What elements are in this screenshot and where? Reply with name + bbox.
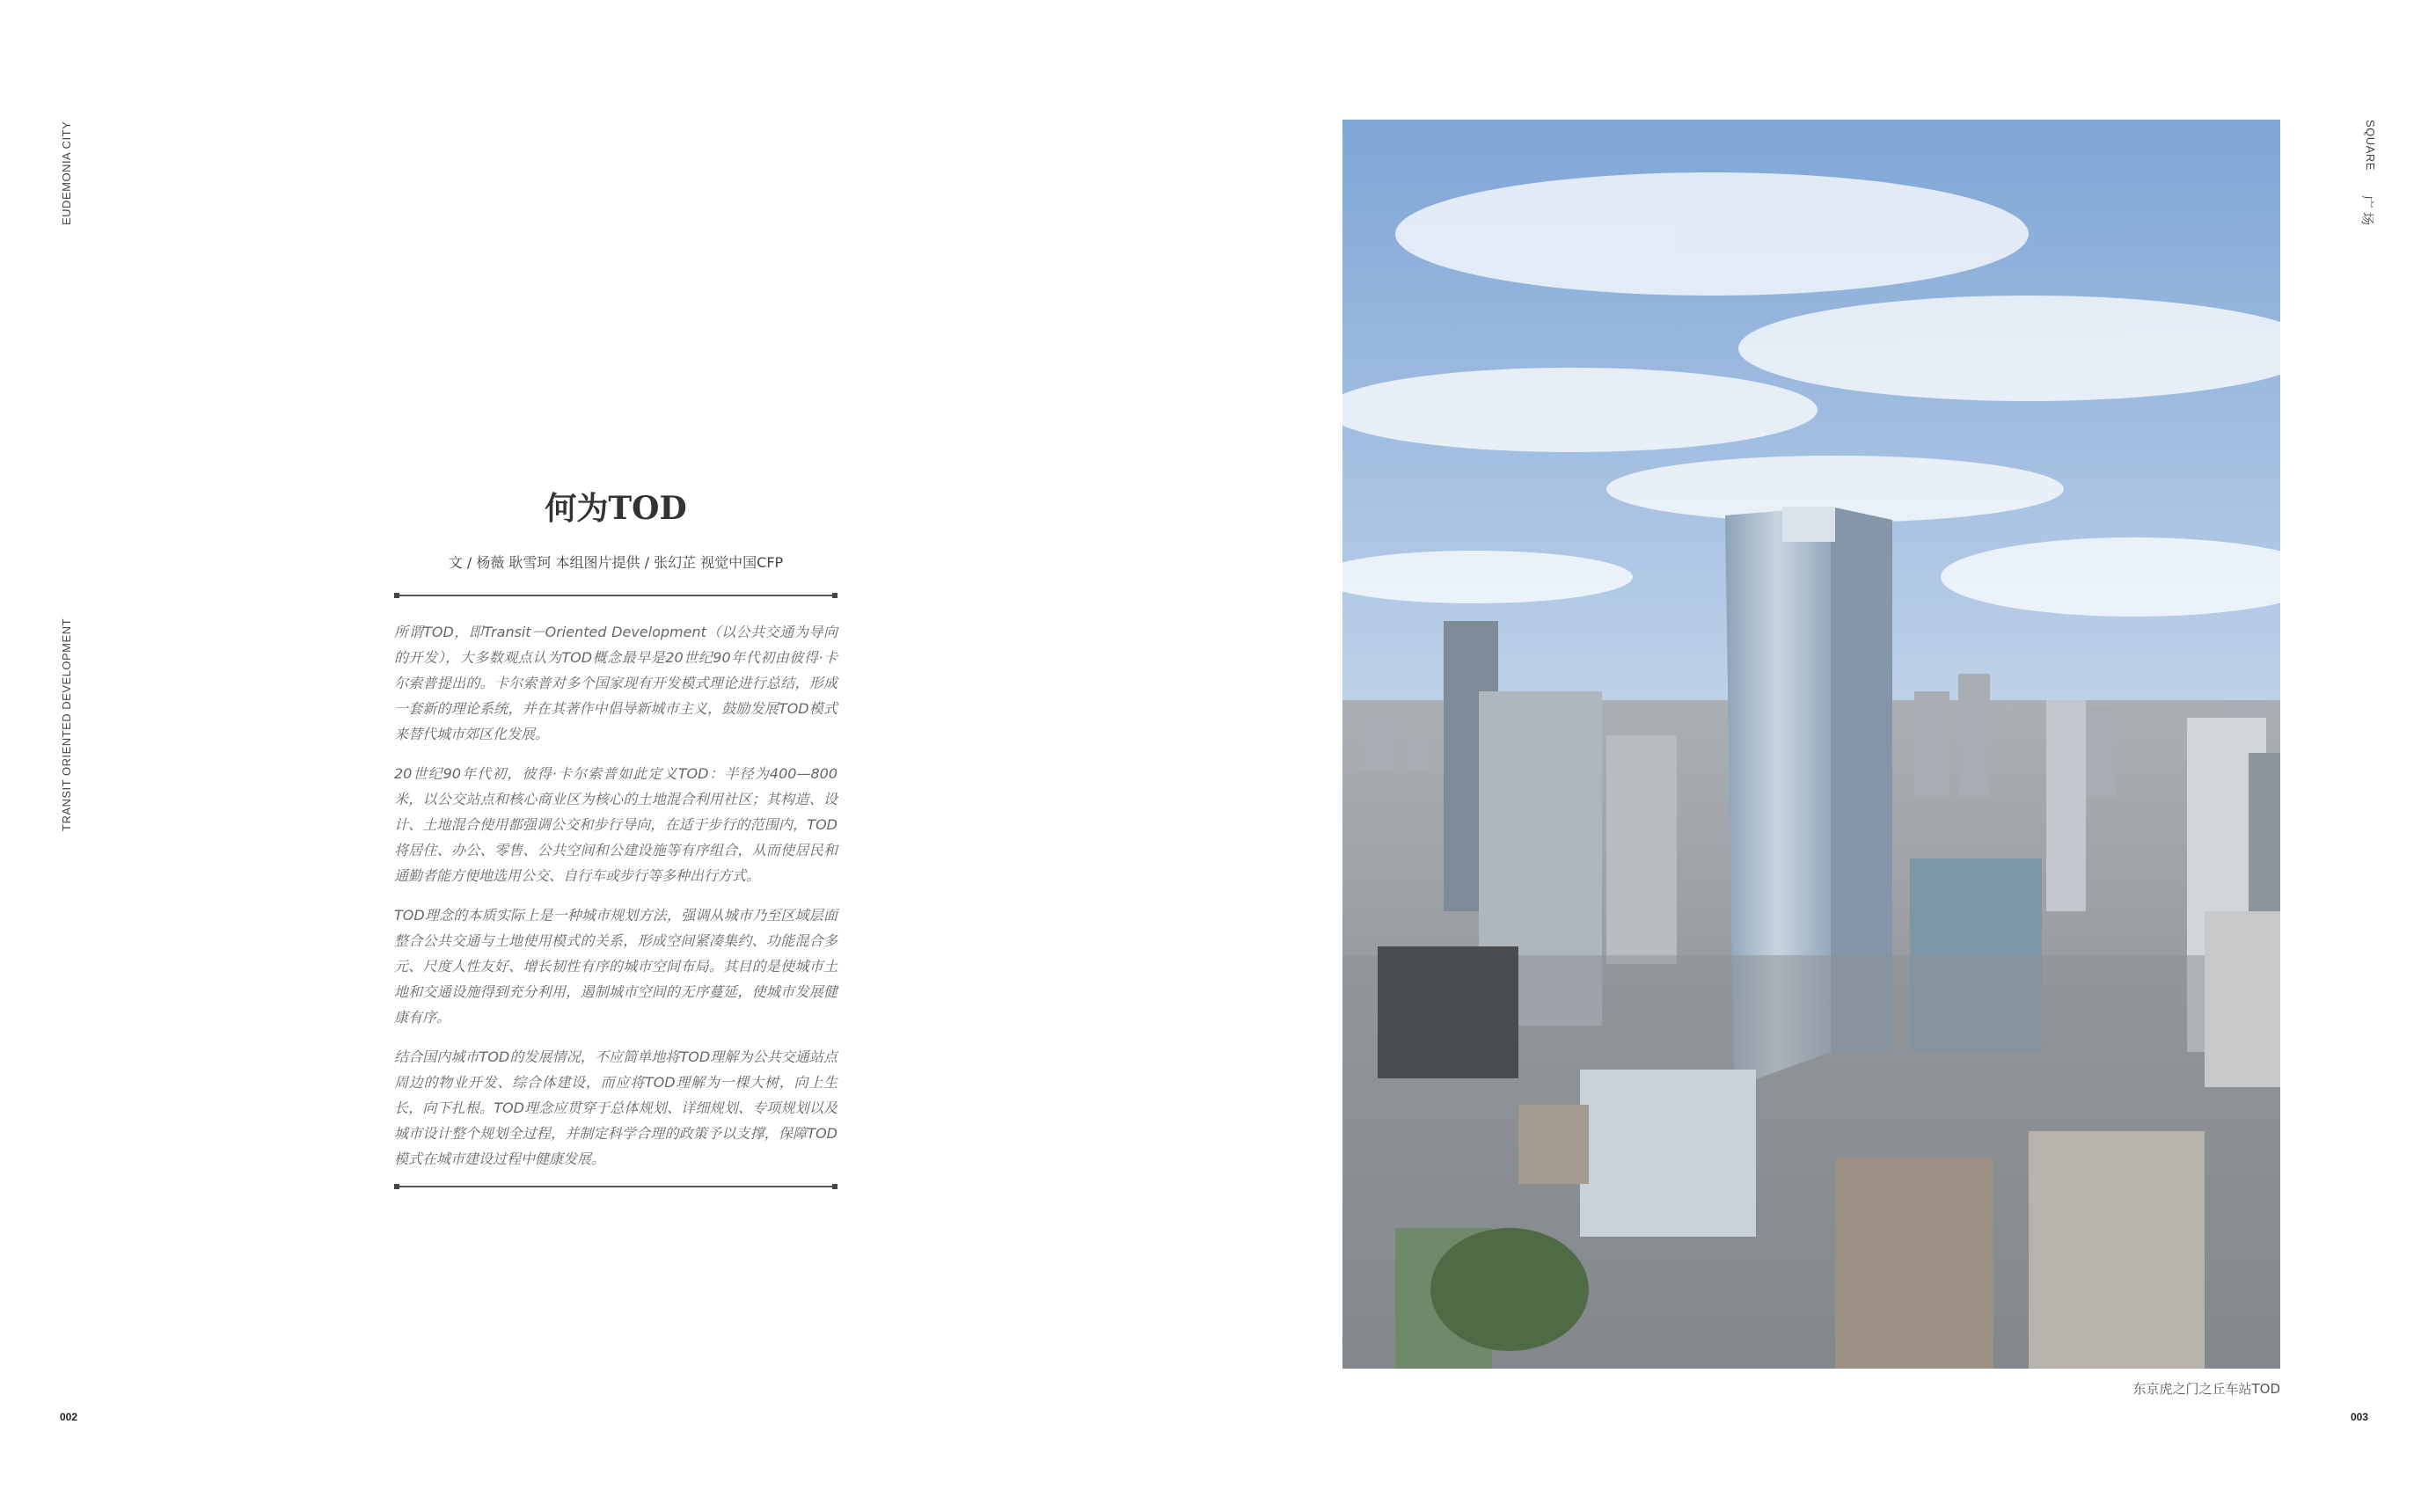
paragraph: 所谓TOD，即Transit－Oriented Development（以公共交通为导向的开发），大多数观点认为TOD概念最早是20世纪90年代初由彼得·卡尔索普提出的。卡尔索普对多个国家现有开发模式理论进行总结，形成一套新的理论系统，并在其著作中倡导新城市主义，鼓励发展TOD模式来替代城市郊区化发展。 (394, 624, 837, 742)
page-number-right: 003 (2351, 1411, 2369, 1423)
top-rule (394, 595, 837, 596)
running-head-left-top: EUDEMONIA CITY (60, 121, 73, 225)
running-head-left-section: TRANSIT ORIENTED DEVELOPMENT (60, 617, 73, 831)
page-number-left: 002 (60, 1411, 78, 1423)
article-title: 何为TOD (545, 490, 687, 527)
bottom-rule (394, 1186, 837, 1187)
running-head-right-cn: 广场 (2359, 195, 2375, 230)
running-head-right-section: SQUARE (2364, 120, 2377, 171)
paragraph: 20世纪90年代初，彼得·卡尔索普如此定义TOD：半径为400—800米，以公交站点和核心商业区为核心的土地混合利用社区；其构造、设计、土地混合使用都强调公交和步行导向，在适于步行的范围内，TOD将居住、办公、零售、公共空间和公建设施等有序组合，从而使居民和通勤者能方便地选用公交、自行车或步行等多种出行方式。 (394, 765, 837, 884)
cityscape-photo (1342, 120, 2280, 1369)
article (394, 484, 837, 1187)
article-credits: 文 / 杨薇 耿雪珂 本组图片提供 / 张幻芷 视觉中国CFP (448, 554, 784, 571)
article-body (394, 619, 837, 1172)
paragraph: 结合国内城市TOD的发展情况，不应简单地将TOD理解为公共交通站点周边的物业开发、综合体建设，而应将TOD理解为一棵大树，向上生长，向下扎根。TOD理念应贯穿于总体规划、详细规划、专项规划以及城市设计整个规划全过程，并制定科学合理的政策予以支撑，保障TOD模式在城市建设过程中健康发展。 (394, 1048, 837, 1167)
photo-caption: 东京虎之门之丘车站TOD (2132, 1381, 2280, 1397)
paragraph: TOD理念的本质实际上是一种城市规划方法，强调从城市乃至区域层面整合公共交通与土地使用模式的关系，形成空间紧凑集约、功能混合多元、尺度人性友好、增长韧性有序的城市空间布局。其目的是使城市土地和交通设施得到充分利用，遏制城市空间的无序蔓延，使城市发展健康有序。 (394, 907, 837, 1026)
cityscape-illustration (1342, 120, 2280, 1369)
